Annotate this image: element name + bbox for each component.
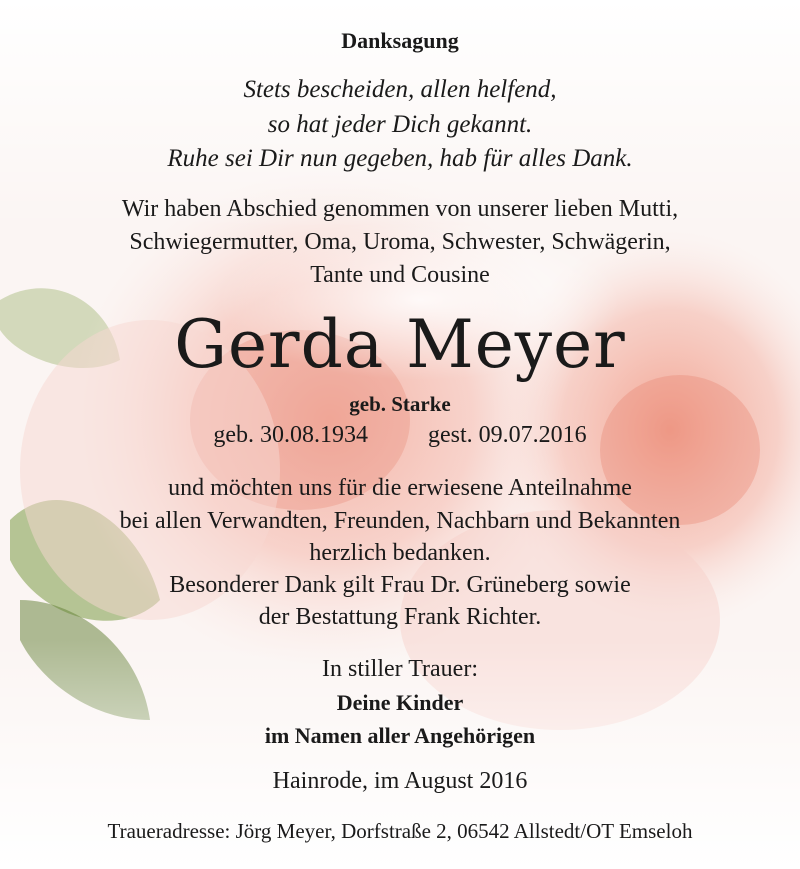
thanks-line: bei allen Verwandten, Freunden, Nachbarn und Bekannten <box>119 508 681 534</box>
mourning-address: Traueradresse: Jörg Meyer, Dorfstraße 2, 06542 Allstedt/OT Emseloh <box>107 819 693 843</box>
death-date: gest. 09.07.2016 <box>427 422 587 448</box>
verse-line: Stets bescheiden, allen helfend, <box>243 76 557 103</box>
life-dates <box>0 422 800 449</box>
maiden-name: geb. Starke <box>349 392 451 416</box>
place-date: Hainrode, im August 2016 <box>272 768 528 794</box>
thanks-line: der Bestattung Frank Richter. <box>258 604 542 630</box>
mourning-label: In stiller Trauer: <box>322 656 478 682</box>
intro-line: Schwiegermutter, Oma, Uroma, Schwester, Schwägerin, <box>129 229 671 255</box>
signer-line: im Namen aller Angehörigen <box>264 723 536 748</box>
intro-line: Wir haben Abschied genommen von unserer lieben Mutti, <box>121 196 679 222</box>
intro-line: Tante und Cousine <box>310 262 490 288</box>
verse-line: Ruhe sei Dir nun gegeben, hab für alles Dank. <box>167 145 633 172</box>
signer-line: Deine Kinder <box>336 690 464 715</box>
heading-danksagung: Danksagung <box>341 28 459 53</box>
birth-date: geb. 30.08.1934 <box>213 422 368 448</box>
verse-line: so hat jeder Dich gekannt. <box>267 111 533 138</box>
thanks-line: Besonderer Dank gilt Frau Dr. Grüneberg sowie <box>169 572 631 598</box>
thanks-line: und möchten uns für die erwiesene Anteilnahme <box>168 475 632 501</box>
thanks-line: herzlich bedanken. <box>309 540 491 566</box>
deceased-name: Gerda Meyer <box>174 306 626 383</box>
